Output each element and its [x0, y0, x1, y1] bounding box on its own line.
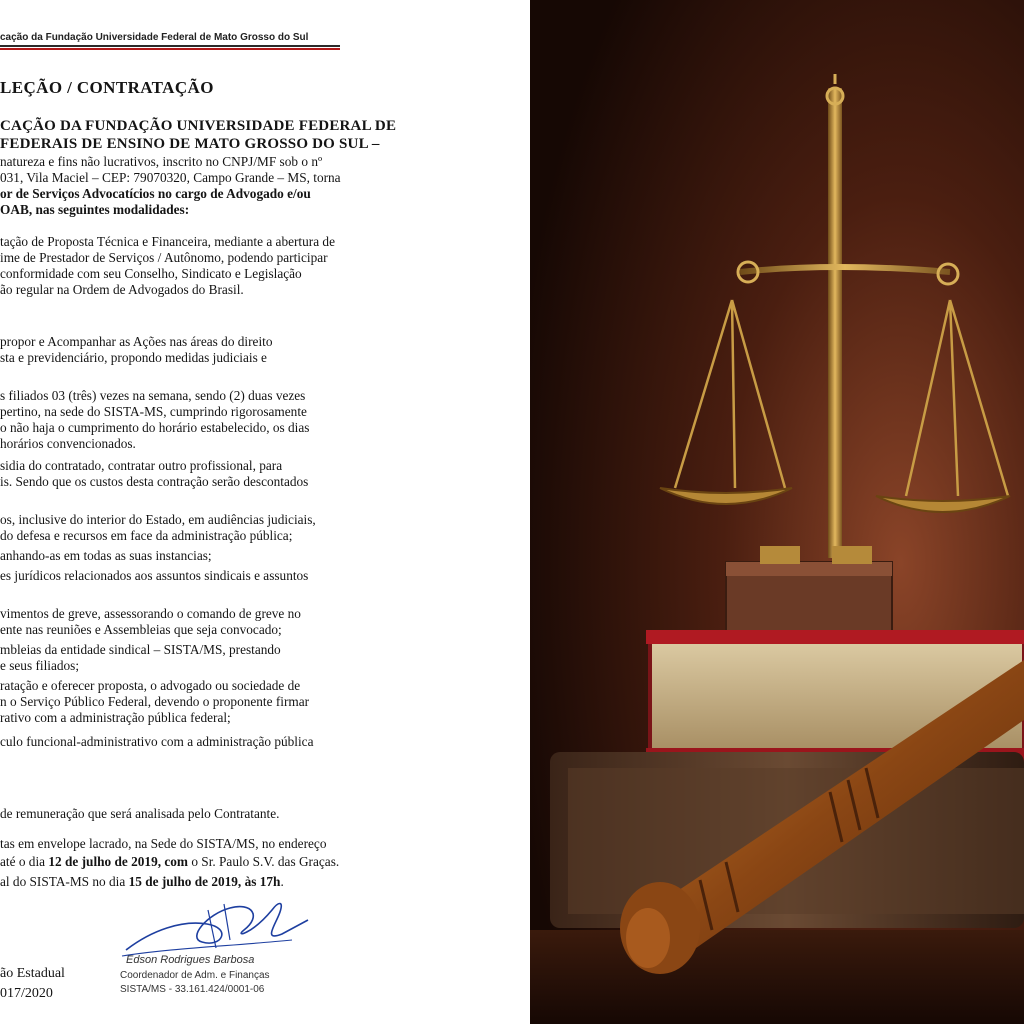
duty-line: rativo com a administração pública federal;	[0, 710, 231, 725]
modal-line: ão regular na Ordem de Advogados do Brasil.	[0, 282, 244, 297]
deadline-line	[0, 854, 339, 870]
justice-photo	[530, 0, 1024, 1024]
scales-gavel-books-image	[530, 0, 1024, 1024]
duty-line: propor e Acompanhar as Ações nas áreas do direito	[0, 334, 273, 349]
duty-line: mbleias da entidade sindical – SISTA/MS, prestando	[0, 642, 281, 657]
duty-line: ratação e oferecer proposta, o advogado ou sociedade de	[0, 678, 301, 693]
duty-line: do defesa e recursos em face da administração pública;	[0, 528, 293, 543]
intro-line: FEDERAIS DE ENSINO DE MATO GROSSO DO SUL –	[0, 136, 380, 152]
deadline-suffix: o Sr. Paulo S.V. das Graças.	[188, 854, 340, 869]
footer-left-line: ão Estadual	[0, 966, 65, 981]
intro-line: 031, Vila Maciel – CEP: 79070320, Campo Grande – MS, torna	[0, 170, 341, 185]
modal-line: conformidade com seu Conselho, Sindicato e Legislação	[0, 266, 302, 281]
footer-left-line: 017/2020	[0, 986, 53, 1001]
document-header: cação da Fundação Universidade Federal de Mato Grosso do Sul	[0, 32, 309, 43]
duty-line: pertino, na sede do SISTA-MS, cumprindo rigorosamente	[0, 404, 307, 419]
duty-line: o não haja o cumprimento do horário estabelecido, os dias	[0, 420, 310, 435]
intro-line: CAÇÃO DA FUNDAÇÃO UNIVERSIDADE FEDERAL DE	[0, 118, 397, 134]
deadline-prefix: até o dia	[0, 854, 49, 869]
duty-line: n o Serviço Público Federal, devendo o proponente firmar	[0, 694, 310, 709]
header-rule-red	[0, 48, 340, 50]
header-rule	[0, 45, 340, 47]
duty-line: es jurídicos relacionados aos assuntos sindicais e assuntos	[0, 568, 309, 583]
duty-line: is. Sendo que os custos desta contração serão descontados	[0, 474, 309, 489]
intro-line: natureza e fins não lucrativos, inscrito no CNPJ/MF sob o nº	[0, 154, 323, 169]
modal-line: tação de Proposta Técnica e Financeira, mediante a abertura de	[0, 234, 335, 249]
duty-line: vimentos de greve, assessorando o comando de greve no	[0, 606, 301, 621]
duty-line: sidia do contratado, contratar outro profissional, para	[0, 458, 283, 473]
duty-line: sta e previdenciário, propondo medidas judiciais e	[0, 350, 267, 365]
table-surface	[530, 930, 1024, 1024]
envelope-line: tas em envelope lacrado, na Sede do SISTA/MS, no endereço	[0, 836, 327, 851]
duty-line: e seus filiados;	[0, 658, 80, 673]
signer-cnpj: SISTA/MS - 33.161.424/0001-06	[120, 984, 265, 995]
result-line	[0, 874, 284, 890]
signer-role: Coordenador de Adm. e Finanças	[120, 970, 270, 981]
duty-line: horários convencionados.	[0, 436, 136, 451]
remuneration-line: de remuneração que será analisada pelo Contratante.	[0, 806, 280, 821]
result-date: 15 de julho de 2019, às 17h	[128, 874, 281, 889]
duty-line: s filiados 03 (três) vezes na semana, sendo (2) duas vezes	[0, 388, 306, 403]
result-suffix: .	[280, 874, 284, 889]
intro-line: or de Serviços Advocatícios no cargo de Advogado e/ou	[0, 186, 311, 201]
duty-line: culo funcional-administrativo com a administração pública	[0, 734, 314, 749]
duty-line: ente nas reuniões e Assembleias que seja convocado;	[0, 622, 282, 637]
signer-name: Edson Rodrigues Barbosa	[126, 954, 255, 966]
duty-line: anhando-as em todas as suas instancias;	[0, 548, 212, 563]
duty-line: os, inclusive do interior do Estado, em audiências judiciais,	[0, 512, 316, 527]
intro-line: OAB, nas seguintes modalidades:	[0, 202, 190, 217]
result-prefix: al do SISTA-MS no dia	[0, 874, 129, 889]
modal-line: ime de Prestador de Serviços / Autônomo, podendo participar	[0, 250, 328, 265]
deadline-date: 12 de julho de 2019, com	[48, 854, 188, 869]
document-title: LEÇÃO / CONTRATAÇÃO	[0, 78, 214, 97]
panel-divider	[518, 0, 530, 1024]
